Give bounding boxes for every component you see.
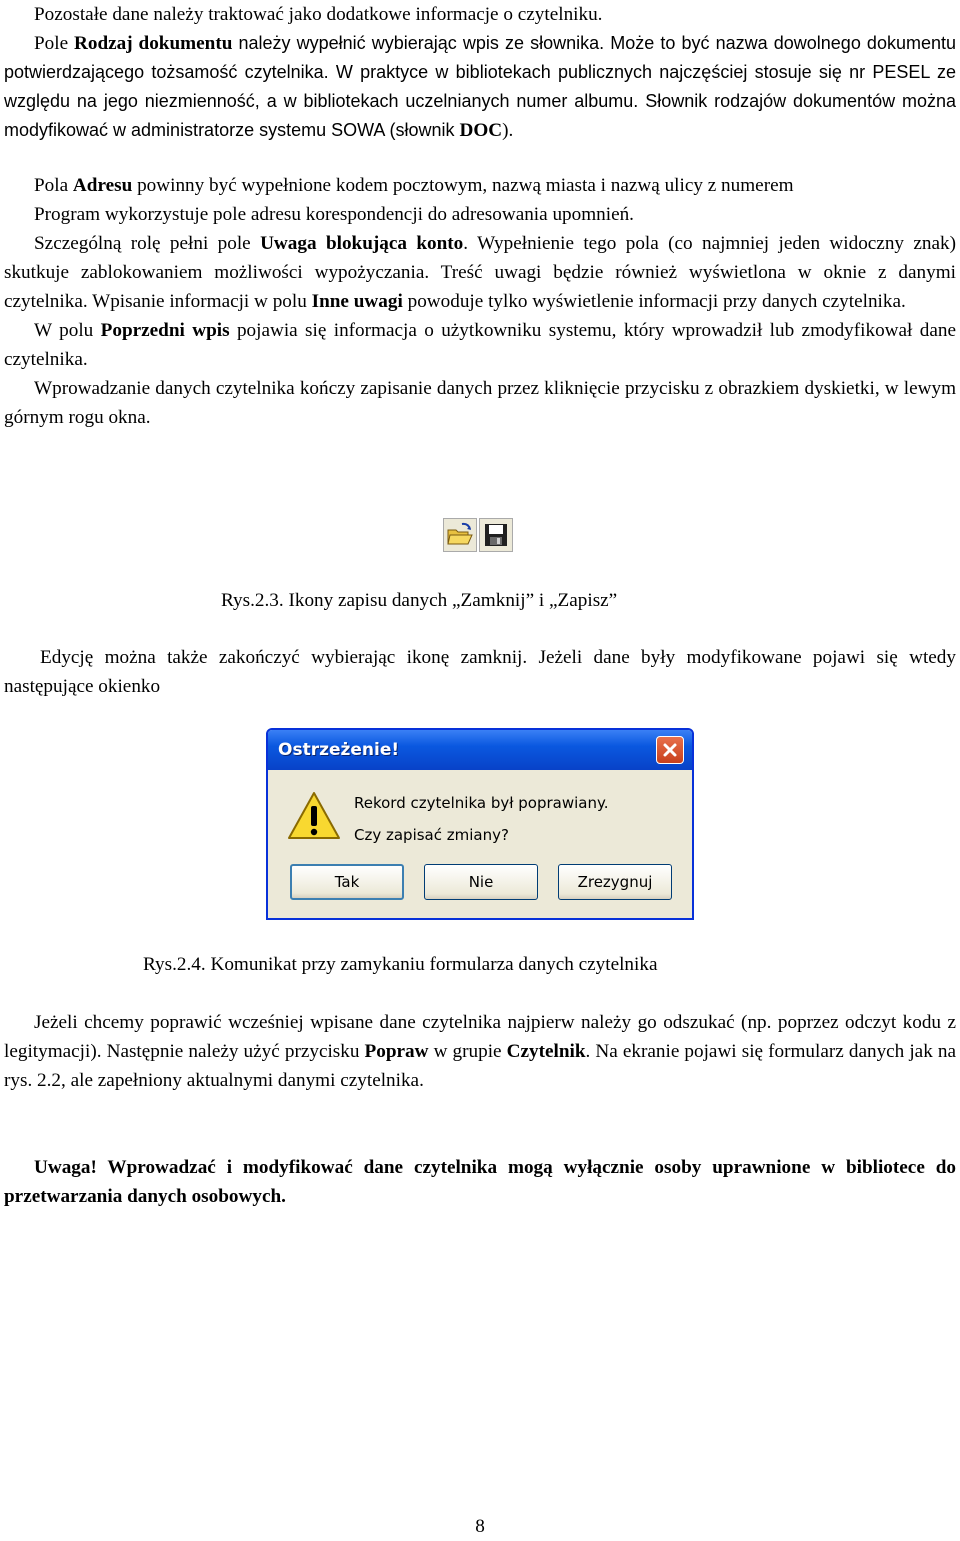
paragraph-correction: Jeżeli chcemy poprawić wcześniej wpisane dane czytelnika najpierw należy go odszukać (np. poprzez odczyt kodu z legitymacji). Następnie należy użyć przycisku Popraw w grupie Czytelnik. Na ekranie pojawi się formularz danych jak na rys. 2.2, ale zapełniony aktualnymi danymi czytelnika.: [4, 1012, 956, 1091]
floppy-disk-icon[interactable]: [479, 518, 513, 552]
paragraph-intro: Pozostałe dane należy traktować jako dodatkowe informacje o czytelniku. Pole Rodzaj dokumentu należy wypełnić wybierając wpis ze słownika. Może to być nazwa dowolnego dokumentu potwierdzającego tożsamość czytelnika. W praktyce w bibliotekach publicznych najczęściej stosuje się nr PESEL ze względu na jego niezmienność, a w bibliotekach uczelnianych numer albumu. Słownik rodzajów dokumentów można modyfikować w administratorze systemu SOWA (słownik DOC).: [4, 4, 956, 141]
paragraph-edit: Edycję można także zakończyć wybierając ikonę zamknij. Jeżeli dane były modyfikowane pojawi się wtedy następujące okienko: [4, 647, 956, 697]
no-button[interactable]: Nie: [424, 864, 538, 900]
dialog-title: Ostrzeżenie!: [278, 740, 400, 760]
paragraph-address: Pola Adresu powinny być wypełnione kodem pocztowym, nazwą miasta i nazwą ulicy z numerem Program wykorzystuje pole adresu korespondencji do adresowania upomnień. Szczególną rolę pełni pole Uwaga blokująca konto. Wypełnienie tego pola (co najmniej jeden widoczny znak) skutkuje zablokowaniem możliwości wypożyczania. Treść uwagi będzie również wyświetlona w oknie z danymi czytelnika. Wpisanie informacji w polu Inne uwagi powoduje tylko wyświetlenie informacji przy danych czytelnika. W polu Poprzedni wpis pojawia się informacja o użytkowniku systemu, który wprowadził lub zmodyfikował dane czytelnika. Wprowadzanie danych czytelnika kończy zapisanie danych przez kliknięcie przycisku z obrazkiem dyskietki, w lewym górnym rogu okna.: [4, 175, 956, 428]
close-icon[interactable]: [656, 736, 684, 764]
open-folder-icon[interactable]: [443, 518, 477, 552]
warning-icon: [286, 790, 342, 847]
cancel-button[interactable]: Zrezygnuj: [558, 864, 672, 900]
page-number: 8: [475, 1516, 485, 1537]
warning-dialog: [266, 728, 694, 920]
figure-caption: Rys.2.4. Komunikat przy zamykaniu formularza danych czytelnika: [143, 954, 658, 975]
save-icons-figure: [443, 518, 513, 552]
yes-button[interactable]: Tak: [290, 864, 404, 900]
dialog-message-line1: Rekord czytelnika był poprawiany.: [354, 794, 609, 812]
figure-caption: Rys.2.3. Ikony zapisu danych „Zamknij” i „Zapisz”: [221, 590, 618, 611]
dialog-titlebar: [268, 730, 692, 770]
paragraph-warning: Uwaga! Wprowadzać i modyfikować dane czytelnika mogą wyłącznie osoby uprawnione w bibliotece do przetwarzania danych osobowych.: [4, 1157, 956, 1207]
dialog-message-line2: Czy zapisać zmiany?: [354, 826, 509, 844]
